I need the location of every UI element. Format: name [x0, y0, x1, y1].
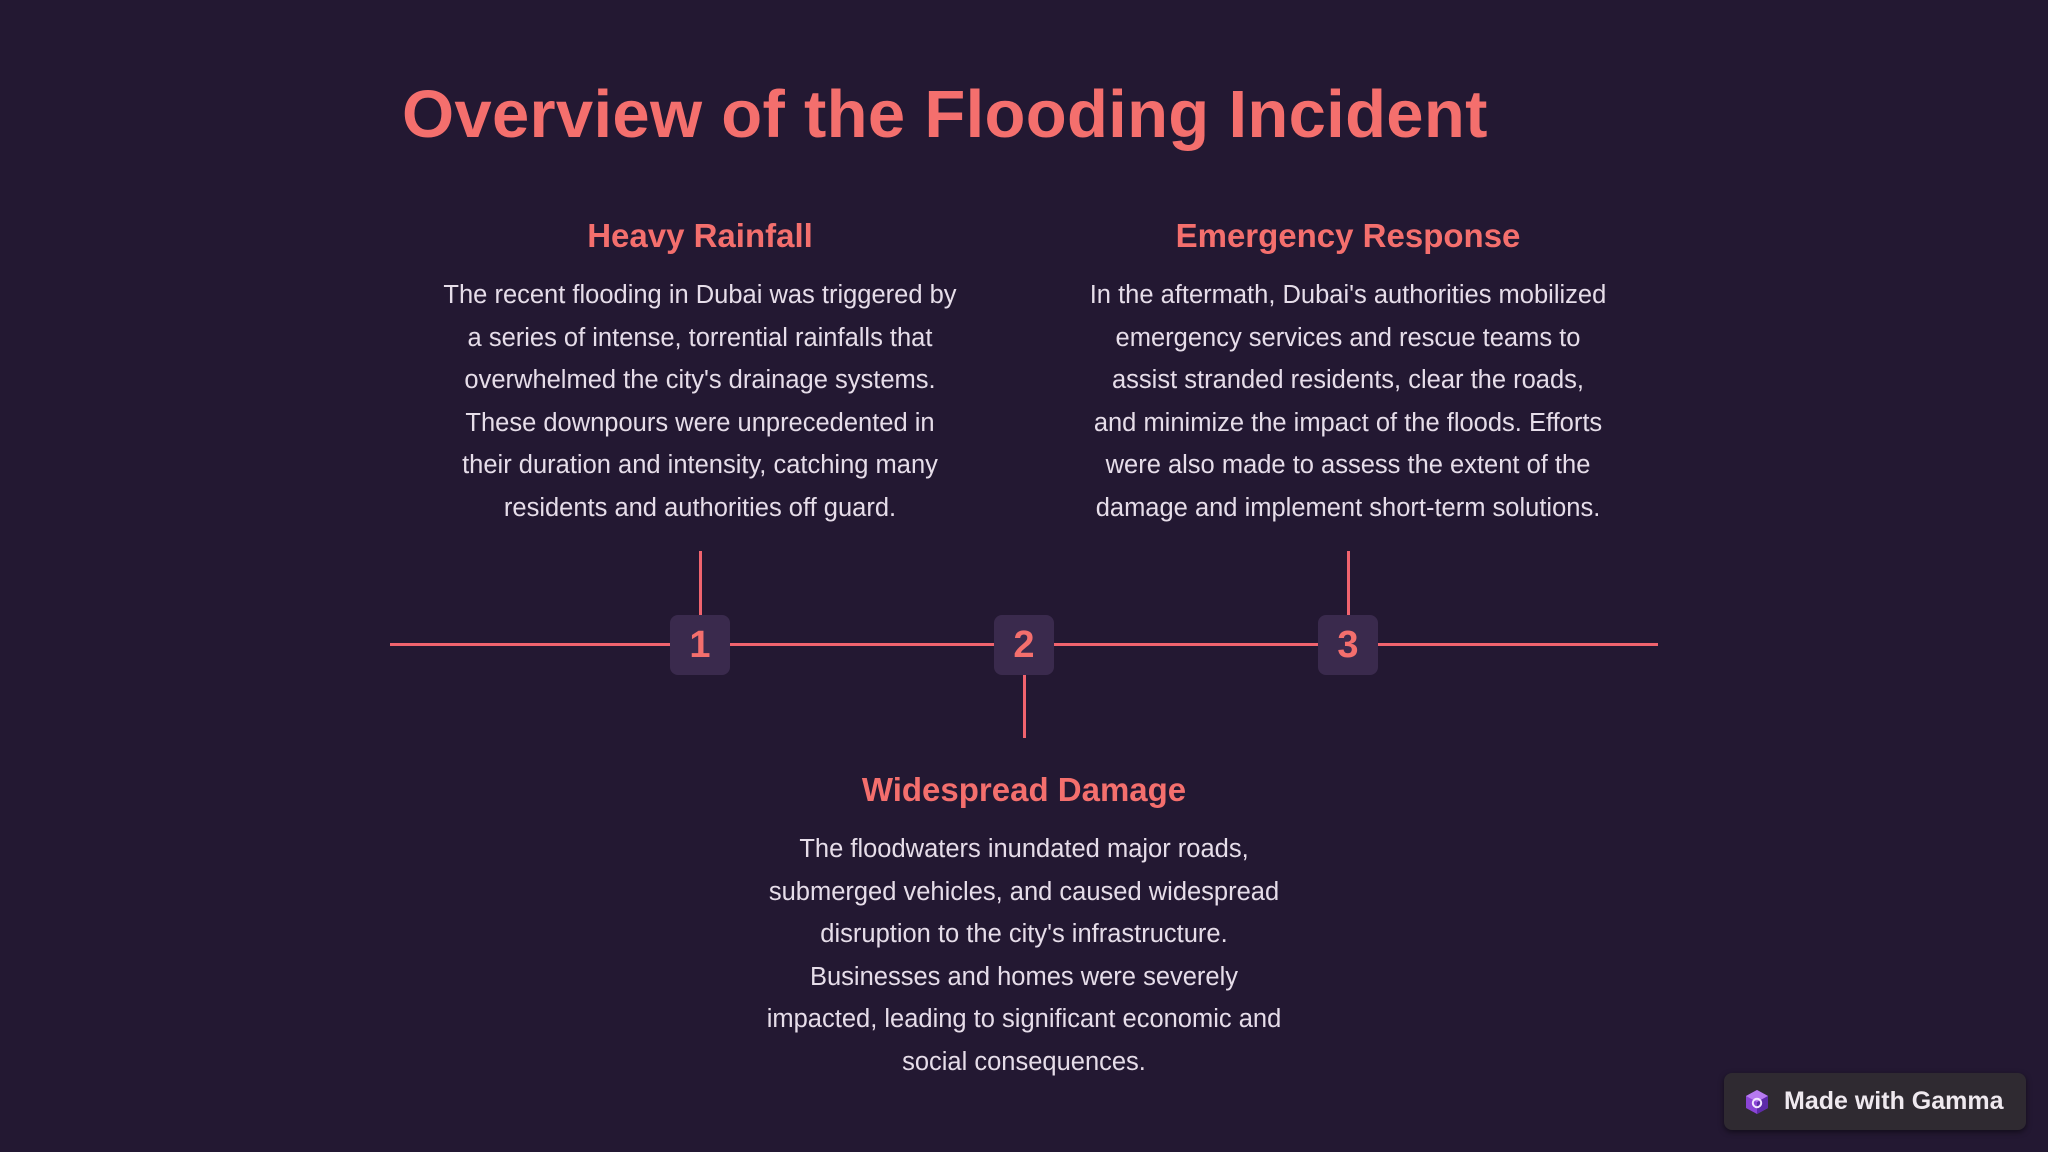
description-line: Businesses and homes were severely	[809, 962, 1239, 991]
item-description	[420, 274, 980, 529]
description-line: a series of intense, torrential rainfalls that	[467, 323, 933, 352]
description-line: assist stranded residents, clear the roads,	[1112, 366, 1584, 394]
description-line: disruption to the city's infrastructure.	[820, 920, 1228, 948]
item-heading: Widespread Damage	[861, 771, 1187, 808]
timeline-marker-3: 3	[1318, 615, 1378, 675]
description-line: and minimize the impact of the floods. Efforts	[1093, 408, 1603, 437]
timeline-item-widespread-damage	[744, 770, 1304, 1083]
description-line: damage and implement short-term solutions.	[1095, 493, 1601, 522]
description-line: submerged vehicles, and caused widespread	[768, 877, 1280, 906]
description-line: social consequences.	[902, 1047, 1146, 1076]
gamma-logo-icon	[1744, 1089, 1770, 1115]
description-line: The recent flooding in Dubai was triggered by	[443, 281, 957, 309]
timeline-marker-2: 2	[994, 615, 1054, 675]
description-line: These downpours were unprecedented in	[465, 408, 935, 437]
item-description	[744, 828, 1304, 1083]
slide-title: Overview of the Flooding Incident	[402, 77, 1488, 152]
item-heading: Heavy Rainfall	[587, 217, 813, 254]
description-line: overwhelmed the city's drainage systems.	[464, 366, 936, 394]
description-line: emergency services and rescue teams to	[1115, 323, 1581, 352]
description-line: impacted, leading to significant economic and	[766, 1005, 1282, 1033]
timeline-marker-1: 1	[670, 615, 730, 675]
description-line: residents and authorities off guard.	[503, 493, 897, 522]
item-heading: Emergency Response	[1175, 217, 1521, 254]
connector-2	[1023, 674, 1026, 738]
connector-1	[699, 551, 702, 615]
timeline-item-heavy-rainfall	[420, 216, 980, 529]
connector-3	[1347, 551, 1350, 615]
timeline-item-emergency-response	[1068, 216, 1628, 529]
description-line: were also made to assess the extent of the	[1105, 451, 1591, 479]
description-line: The floodwaters inundated major roads,	[799, 835, 1249, 863]
made-with-gamma-badge[interactable]	[1724, 1073, 2026, 1130]
item-description	[1068, 274, 1628, 529]
description-line: their duration and intensity, catching many	[462, 451, 938, 479]
description-line: In the aftermath, Dubai's authorities mobilized	[1089, 281, 1607, 309]
badge-label: Made with Gamma	[1784, 1087, 2004, 1115]
